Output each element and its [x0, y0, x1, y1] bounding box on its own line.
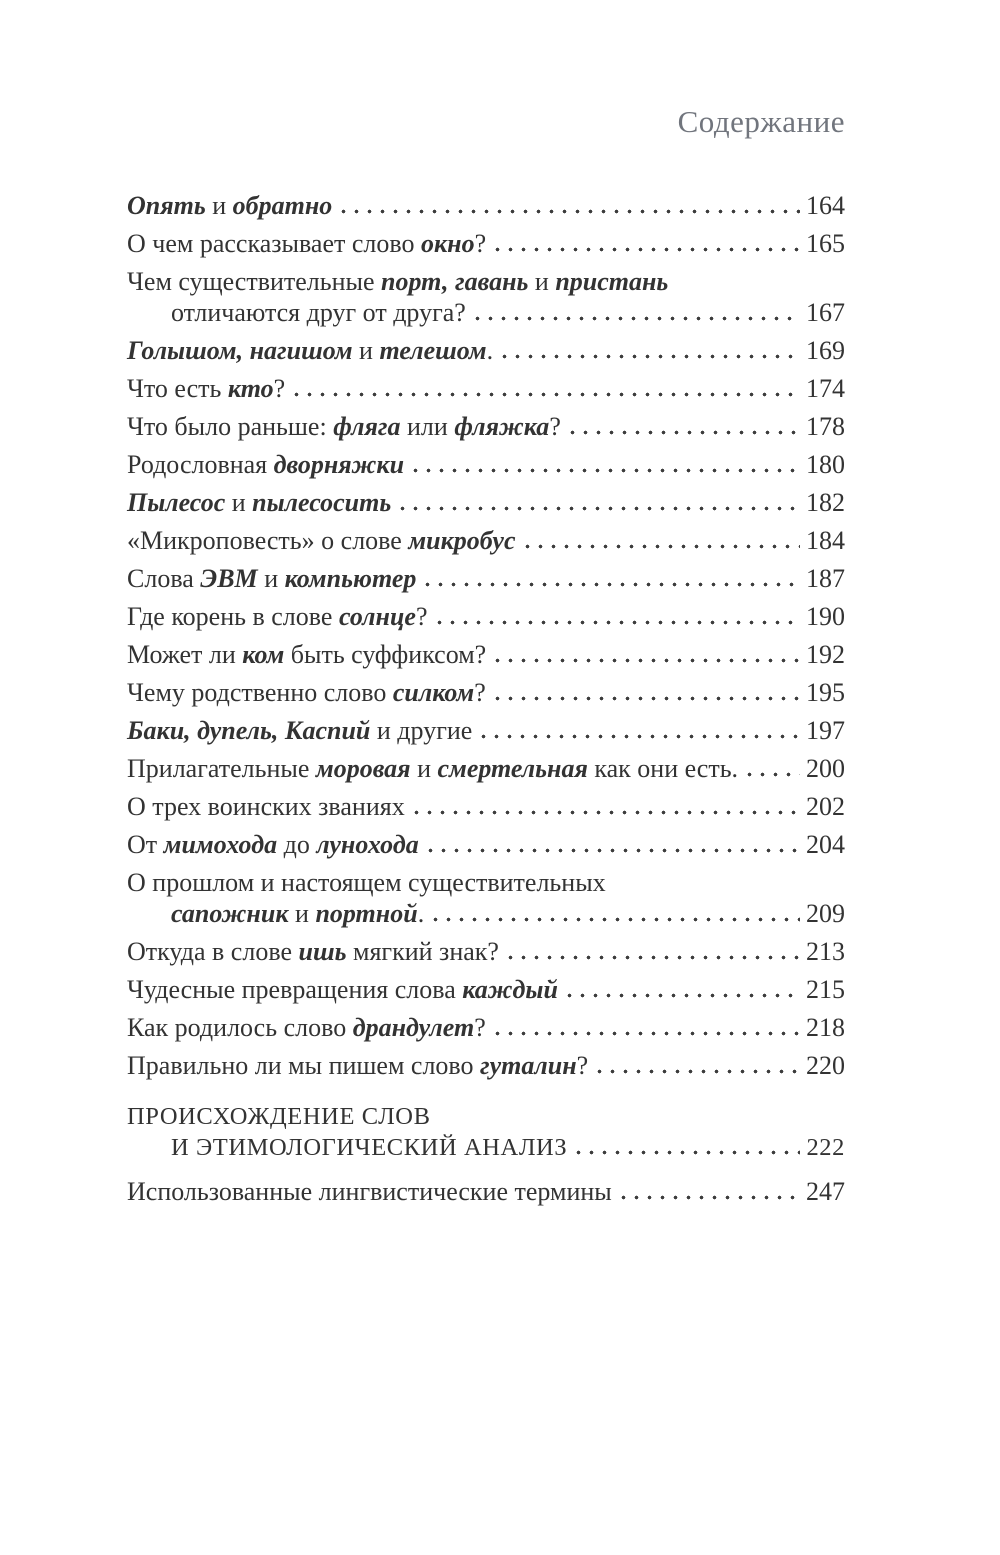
entry-title: ПРОИСХОЖДЕНИЕ СЛОВ	[127, 1103, 431, 1130]
toc-line	[127, 639, 845, 670]
toc-entry	[127, 1176, 845, 1207]
page-number: 165	[806, 229, 845, 258]
dot-leader	[576, 1150, 800, 1155]
toc-entry	[127, 190, 845, 221]
dot-leader	[495, 658, 800, 663]
toc-entry	[127, 1050, 845, 1081]
toc-entry	[127, 677, 845, 708]
toc-line	[127, 228, 845, 259]
toc-line	[127, 525, 845, 556]
toc-line	[127, 601, 845, 632]
page-number: 190	[806, 602, 845, 631]
dot-leader	[570, 430, 800, 435]
entry-title: Как родилось слово драндулет?	[127, 1013, 486, 1042]
toc-entry	[127, 563, 845, 594]
toc-line	[127, 1012, 845, 1043]
toc-entry	[127, 601, 845, 632]
dot-leader	[433, 917, 800, 922]
dot-leader	[495, 696, 800, 701]
dot-leader	[597, 1069, 800, 1074]
dot-leader	[502, 354, 800, 359]
toc-entry	[127, 266, 845, 328]
page-number: 195	[806, 678, 845, 707]
toc-entry	[127, 373, 845, 404]
toc-line	[127, 898, 845, 929]
entry-title: Родословная дворняжки	[127, 450, 405, 479]
page-number: 218	[806, 1013, 845, 1042]
dot-leader	[475, 316, 800, 321]
toc-line	[127, 677, 845, 708]
toc-entry	[127, 867, 845, 929]
toc-line	[127, 190, 845, 221]
entry-title: Чудесные превращения слова каждый	[127, 975, 558, 1004]
dot-leader	[525, 544, 801, 549]
entry-title: отличаются друг от друга?	[171, 298, 466, 327]
dot-leader	[495, 247, 800, 252]
entry-title: Пылесос и пылесосить	[127, 488, 392, 517]
page-number: 213	[806, 937, 845, 966]
toc-entry	[127, 411, 845, 442]
toc-entry	[127, 335, 845, 366]
toc-line	[127, 753, 845, 784]
dot-leader	[428, 848, 800, 853]
page-number: 187	[806, 564, 845, 593]
page-number: 192	[806, 640, 845, 669]
page-number: 220	[806, 1051, 845, 1080]
toc-entry	[127, 715, 845, 746]
page-number: 178	[806, 412, 845, 441]
toc-line	[127, 1101, 845, 1132]
toc-list	[127, 190, 845, 1214]
dot-leader	[621, 1195, 800, 1200]
entry-title: Использованные лингвистические термины	[127, 1177, 612, 1206]
entry-title: Где корень в слове солнце?	[127, 602, 428, 631]
toc-entry	[127, 525, 845, 556]
toc-line	[127, 335, 845, 366]
toc-line	[127, 487, 845, 518]
toc-line	[127, 563, 845, 594]
toc-line	[127, 411, 845, 442]
dot-leader	[567, 993, 800, 998]
toc-entry	[127, 228, 845, 259]
dot-leader	[495, 1031, 800, 1036]
page-number: 169	[806, 336, 845, 365]
entry-title: Баки, дупель, Каспий и другие	[127, 716, 473, 745]
toc-entry	[127, 1012, 845, 1043]
toc-line	[127, 936, 845, 967]
toc-line	[127, 791, 845, 822]
toc-entry	[127, 487, 845, 518]
dot-leader	[481, 734, 800, 739]
toc-line	[127, 867, 845, 898]
toc-entry	[127, 791, 845, 822]
page-number: 164	[806, 191, 845, 220]
entry-title: Опять и обратно	[127, 191, 333, 220]
dot-leader	[414, 810, 800, 815]
toc-entry	[127, 936, 845, 967]
dot-leader	[747, 772, 800, 777]
entry-title: Откуда в слове ишь мягкий знак?	[127, 937, 499, 966]
toc-entry	[127, 449, 845, 480]
toc-line	[127, 449, 845, 480]
toc-line	[127, 829, 845, 860]
page-number: 202	[806, 792, 845, 821]
toc-entry	[127, 1101, 845, 1163]
toc-line	[127, 1176, 845, 1207]
entry-title: Что было раньше: фляга или фляжка?	[127, 412, 561, 441]
dot-leader	[413, 468, 800, 473]
toc-line	[127, 297, 845, 328]
entry-title: О прошлом и настоящем существительных	[127, 868, 606, 897]
page-number: 174	[806, 374, 845, 403]
page-number: 209	[806, 899, 845, 928]
entry-title: Прилагательные моровая и смертельная как они есть.	[127, 754, 739, 783]
dot-leader	[400, 506, 800, 511]
toc-entry	[127, 639, 845, 670]
dot-leader	[425, 582, 800, 587]
dot-leader	[508, 955, 800, 960]
toc-line	[127, 373, 845, 404]
dot-leader	[341, 209, 800, 214]
entry-title: «Микроповесть» о слове микробус	[127, 526, 516, 555]
entry-title: Правильно ли мы пишем слово гуталин?	[127, 1051, 589, 1080]
toc-line	[127, 715, 845, 746]
dot-leader	[437, 620, 800, 625]
toc-entry	[127, 829, 845, 860]
page-number: 197	[806, 716, 845, 745]
entry-title: Чем существительные порт, гавань и пристань	[127, 267, 669, 296]
page-number: 182	[806, 488, 845, 517]
page-number: 184	[806, 526, 845, 555]
toc-line	[127, 1050, 845, 1081]
page-number: 215	[806, 975, 845, 1004]
page-number: 247	[806, 1177, 845, 1206]
entry-title: Слова ЭВМ и компьютер	[127, 564, 417, 593]
toc-entry	[127, 753, 845, 784]
toc-line	[127, 974, 845, 1005]
page-number: 180	[806, 450, 845, 479]
entry-title: От мимохода до лунохода	[127, 830, 419, 859]
entry-title: Что есть кто?	[127, 374, 286, 403]
toc-entry	[127, 974, 845, 1005]
entry-title: сапожник и портной.	[171, 899, 425, 928]
entry-title: Голышом, нагишом и телешом.	[127, 336, 494, 365]
page-title: Содержание	[677, 104, 845, 139]
entry-title: И ЭТИМОЛОГИЧЕСКИЙ АНАЛИЗ	[171, 1134, 568, 1161]
page-number: 204	[806, 830, 845, 859]
page-number: 222	[806, 1134, 845, 1161]
page-number: 167	[806, 298, 845, 327]
entry-title: Чему родственно слово силком?	[127, 678, 486, 707]
toc-line	[127, 1132, 845, 1163]
entry-title: Может ли ком быть суффиксом?	[127, 640, 487, 669]
entry-title: О трех воинских званиях	[127, 792, 405, 821]
dot-leader	[294, 392, 800, 397]
toc-line	[127, 266, 845, 297]
page-number: 200	[806, 754, 845, 783]
entry-title: О чем рассказывает слово окно?	[127, 229, 487, 258]
